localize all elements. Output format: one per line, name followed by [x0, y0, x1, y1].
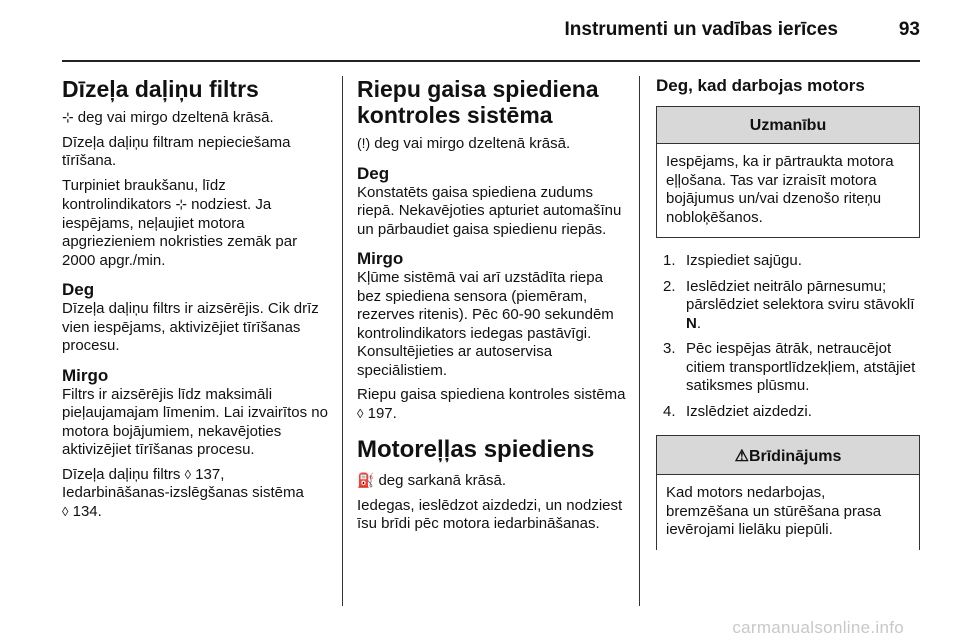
- page-number: 93: [898, 19, 920, 40]
- paragraph: Filtrs ir aizsērējis līdz maksimāli pieļaujamajam līmenim. Lai izvairītos no motora bojājumiem, nekavējoties aktivizējiet tīrīšanas procesu.: [62, 385, 328, 458]
- warning-box: [656, 435, 920, 550]
- column-dpf: [62, 76, 330, 527]
- paragraph: Iedegas, ieslēdzot aizdedzi, un nodziest īsu brīdi pēc motora iedarbināšanas.: [357, 496, 623, 532]
- cross-reference: Dīzeļa daļiņu filtrs ◊ 137, Iedarbināšanas-izslēgšanas sistēma ◊ 134.: [62, 465, 304, 520]
- paragraph: Konstatēts gaisa spiediena zudums riepā. Nekavējoties apturiet automašīnu un pārbaudiet gaisa spiedienu riepās.: [357, 183, 622, 238]
- section-title: Motoreļļas spiediens: [357, 436, 595, 463]
- list-item: 3. Pēc iespējas ātrāk, netraucējot citiem transportlīdzekļiem, atstājiet satiksmes plūsmu.: [663, 340, 916, 394]
- subheading-deg: Deg: [62, 280, 95, 299]
- subheading-deg: Deg: [357, 163, 390, 183]
- paragraph: Dīzeļa daļiņu filtram nepieciešama tīrīšana.: [62, 133, 291, 169]
- watermark: carmanualsonline.info: [732, 618, 904, 637]
- cross-reference: Riepu gaisa spiediena kontroles sistēma ◊ 197.: [357, 386, 626, 422]
- indicator-line: (!) deg vai mirgo dzeltenā krāsā.: [357, 135, 571, 152]
- list-item: 4. Izslēdziet aizdedzi.: [663, 402, 812, 420]
- tpms-icon: (!): [357, 135, 371, 151]
- caution-title: Uzmanību: [657, 107, 919, 144]
- warning-text: Kad motors nedarbojas, bremzēšana un stūrēšana prasa ievērojami lielāku piepūli.: [666, 484, 882, 538]
- dpf-icon: ⊹: [175, 196, 188, 212]
- xref-arrow-icon: ◊: [357, 405, 364, 421]
- xref-arrow-icon: ◊: [184, 466, 191, 482]
- subheading-mirgo: Mirgo: [62, 365, 109, 385]
- header-rule: [62, 60, 920, 62]
- warning-triangle-icon: ⚠: [734, 448, 749, 465]
- section-title: Dīzeļa daļiņu filtrs: [62, 76, 259, 102]
- subheading-mirgo: Mirgo: [357, 249, 404, 268]
- column-oil-running: [656, 76, 920, 564]
- column-divider: [342, 76, 343, 606]
- paragraph: Kļūme sistēmā vai arī uzstādīta riepa bez spiediena sensora (piemēram, rezerves ritenis). Pēc 60-90 sekundēm kontrolindikators iedegas pastāvīgi. Konsultējieties ar autoservisa speciālistiem.: [357, 269, 614, 379]
- list-item: 1. Izspiediet sajūgu.: [663, 252, 802, 269]
- caution-text: Iespējams, ka ir pārtraukta motora eļļošana. Tas var izraisīt motora bojājumus un/vai dzenošo riteņu nobloķēšanos.: [666, 153, 894, 226]
- dpf-icon: ⊹: [62, 109, 74, 125]
- warning-title: ⚠Brīdinājums: [657, 436, 919, 475]
- page-header-title: Instrumenti un vadības ierīces: [564, 19, 838, 40]
- indicator-line: ⊹ deg vai mirgo dzeltenā krāsā.: [62, 109, 274, 126]
- oil-can-icon: ⛽: [357, 472, 375, 488]
- column-divider: [639, 76, 640, 606]
- paragraph: Turpiniet braukšanu, līdz kontrolindikators ⊹ nodziest. Ja iespējams, neļaujiet motora apgriezieniem nokristies zemāk par 2000 apgr./min.: [62, 176, 298, 269]
- list-item: 2. Ieslēdziet neitrālo pārnesumu; pārslēdziet selektora sviru stāvoklī N.: [663, 277, 915, 332]
- subsection-title: Deg, kad darbojas motors: [656, 76, 865, 95]
- indicator-line: ⛽ deg sarkanā krāsā.: [357, 472, 507, 489]
- section-title: Riepu gaisa spiediena kontroles sistēma: [357, 76, 599, 128]
- column-tpms: [357, 76, 627, 540]
- paragraph: Dīzeļa daļiņu filtrs ir aizsērējis. Cik drīz vien iespējams, aktivizējiet tīrīšanas procesu.: [62, 300, 319, 354]
- caution-box: [656, 106, 920, 238]
- steps-list: [656, 252, 920, 421]
- xref-arrow-icon: ◊: [62, 503, 69, 519]
